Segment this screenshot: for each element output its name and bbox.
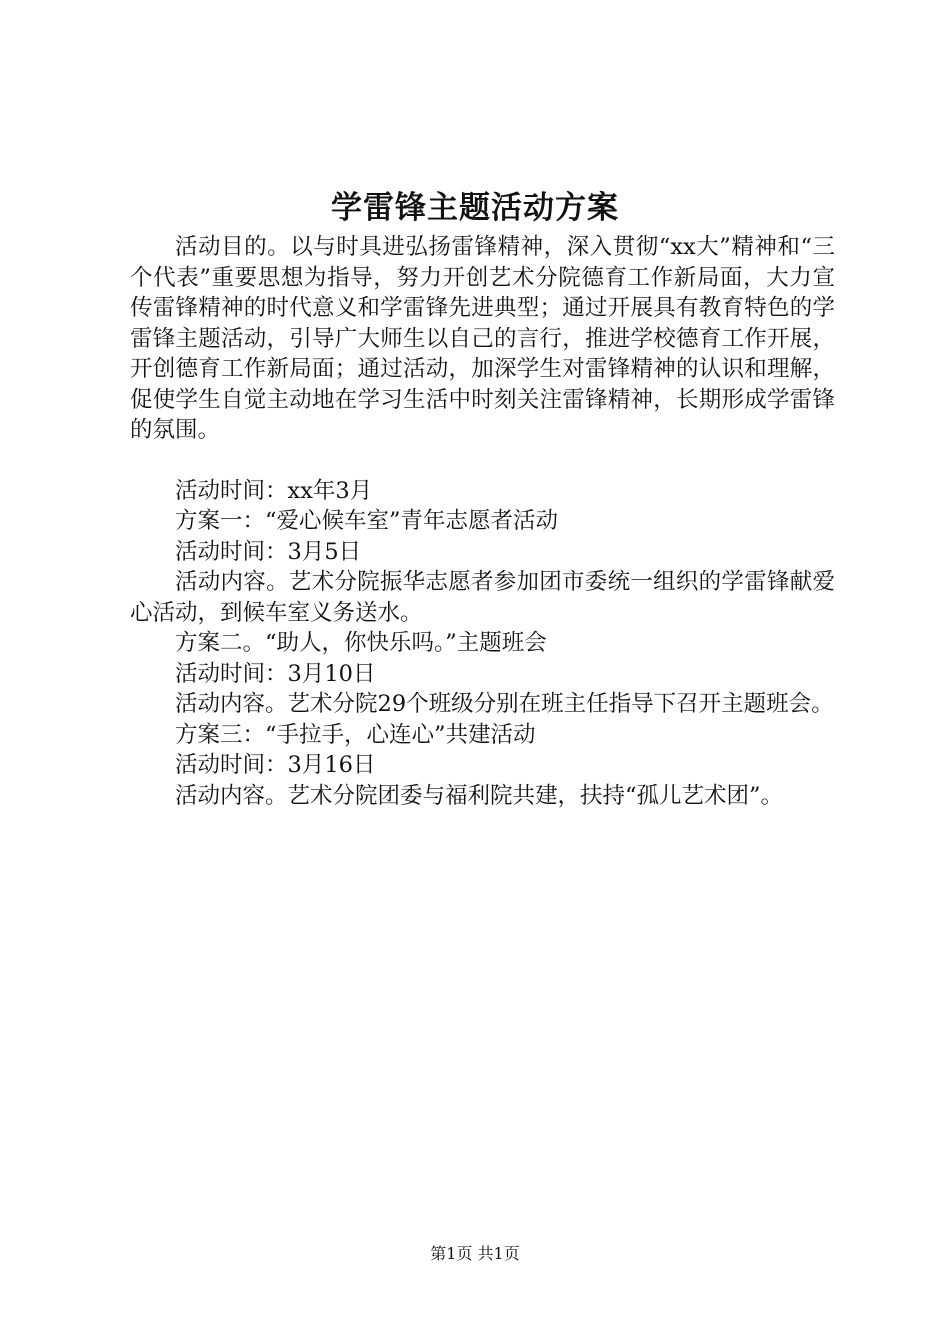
paragraph-plan-three-time: 活动时间：3月16日 bbox=[175, 752, 376, 778]
paragraph-plan-two-content: 活动内容。艺术分院29个班级分别在班主任指导下召开主题班会。 bbox=[175, 691, 834, 717]
paragraph-plan-two-time: 活动时间：3月10日 bbox=[175, 660, 376, 687]
paragraph-plan-one-content: 活动内容。艺术分院振华志愿者参加团市委统一组织的学雷锋献爱心活动，到候车室义务送水。 bbox=[130, 569, 835, 626]
document-body bbox=[130, 232, 835, 811]
paragraph-plan-one-time: 活动时间：3月5日 bbox=[175, 538, 362, 565]
paragraph-plan-two: 方案二。“助人，你快乐吗。”主题班会 bbox=[175, 630, 547, 656]
paragraph-plan-one: 方案一：“爱心候车室”青年志愿者活动 bbox=[175, 508, 559, 534]
document-title: 学雷锋主题活动方案 bbox=[331, 190, 619, 226]
paragraph-plan-three: 方案三：“手拉手，心连心”共建活动 bbox=[175, 721, 536, 748]
paragraph-gap bbox=[130, 446, 835, 476]
paragraph-activity-time: 活动时间：xx年3月 bbox=[175, 477, 373, 504]
page-footer: 第1页 共1页 bbox=[430, 1244, 520, 1263]
paragraph-plan-three-content: 活动内容。艺术分院团委与福利院共建，扶持“孤儿艺术团”。 bbox=[175, 782, 784, 809]
paragraph-purpose: 活动目的。以与时具进弘扬雷锋精神，深入贯彻“xx大”精神和“三个代表”重要思想为指导，努力开创艺术分院德育工作新局面，大力宣传雷锋精神的时代意义和学雷锋先进典型；通过开展具有教育特色的学雷锋主题活动，引导广大师生以自己的言行，推进学校德育工作开展，开创德育工作新局面；通过活动，加深学生对雷锋精神的认识和理解，促使学生自觉主动地在学习生活中时刻关注雷锋精神，长期形成学雷锋的氛围。 bbox=[130, 234, 835, 443]
